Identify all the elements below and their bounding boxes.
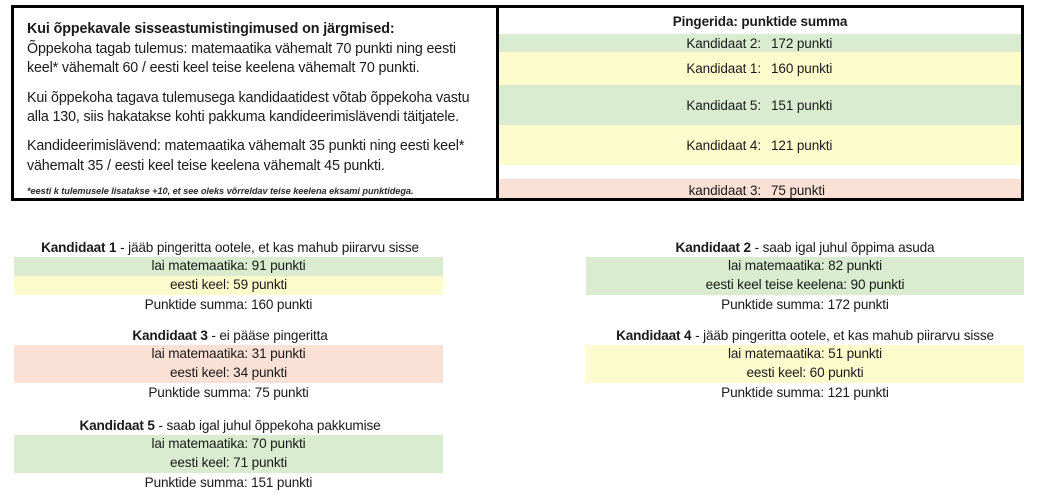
candidate-card-title xyxy=(0,240,460,257)
ranking-row xyxy=(499,165,1021,179)
ranking-row-points: 121 punkti xyxy=(771,137,833,153)
candidate-card-name: Kandidaat 5 xyxy=(79,418,155,433)
ranking-row xyxy=(499,179,1021,201)
candidate-cards-area xyxy=(0,232,1060,503)
ranking-row xyxy=(499,52,1021,85)
ranking-row-candidate: kandidaat 3: xyxy=(688,182,761,198)
candidate-card-kandidaat-4 xyxy=(586,328,1024,402)
ranking-row xyxy=(499,125,1021,165)
candidate-score-row: eesti keel: 60 punkti xyxy=(586,364,1024,383)
candidate-card-title xyxy=(586,240,1024,257)
candidate-score-row: eesti keel: 71 punkti xyxy=(14,454,443,473)
ranking-row-points: 75 punkti xyxy=(771,182,825,198)
candidate-total-row: Punktide summa: 160 punkti xyxy=(144,296,313,312)
admission-conditions-box xyxy=(11,5,499,201)
ranking-row xyxy=(499,85,1021,125)
conditions-paragraph-offer-rule: Kui õppekoha tagava tulemusega kandidaatidest võtab õppekoha vastu alla 130, siis hakatakse kohti pakkuma kandideerimislävendi täitjatele. xyxy=(27,90,470,126)
candidate-score-row: lai matemaatika: 91 punkti xyxy=(14,257,443,276)
candidate-card-title xyxy=(0,418,460,435)
candidate-score-row: lai matemaatika: 51 punkti xyxy=(586,345,1024,364)
candidate-card-kandidaat-5 xyxy=(0,418,460,492)
candidate-card-status: - saab igal juhul õppekoha pakkumise xyxy=(154,418,381,433)
ranking-row-candidate: Kandidaat 4: xyxy=(686,137,761,153)
ranking-table xyxy=(496,5,1024,201)
candidate-card-kandidaat-3 xyxy=(0,328,460,402)
candidate-total-row: Punktide summa: 172 punkti xyxy=(721,296,889,312)
candidate-card-name: Kandidaat 2 xyxy=(675,240,751,255)
ranking-row-points: 172 punkti xyxy=(771,35,833,51)
ranking-row-points: 151 punkti xyxy=(771,97,833,113)
ranking-row-candidate: Kandidaat 2: xyxy=(686,35,761,51)
ranking-table-body xyxy=(499,34,1021,201)
candidate-score-row: lai matemaatika: 31 punkti xyxy=(14,345,443,364)
ranking-row-points: 160 punkti xyxy=(771,61,833,76)
top-section xyxy=(11,5,1024,201)
candidate-score-row: lai matemaatika: 82 punkti xyxy=(586,257,1024,276)
candidate-score-row: eesti keel teise keelena: 90 punkti xyxy=(586,276,1024,295)
candidate-score-row: eesti keel: 59 punkti xyxy=(14,276,443,295)
ranking-row xyxy=(499,34,1021,52)
conditions-paragraph-threshold: Kandideerimislävend: matemaatika vähemalt 35 punkti ning eesti keel* vähemalt 35 / eesti keel teise keelena vähemalt 45 punkti. xyxy=(27,138,465,174)
candidate-score-row: lai matemaatika: 70 punkti xyxy=(14,435,443,454)
candidate-total-row: Punktide summa: 151 punkti xyxy=(144,474,313,490)
candidate-card-name: Kandidaat 1 xyxy=(41,240,117,255)
candidate-card-status: - ei pääse pingeritta xyxy=(207,328,328,343)
conditions-title: Kui õppekavale sisseastumistingimused on järgmised: xyxy=(27,21,395,37)
candidate-total-row: Punktide summa: 121 punkti xyxy=(721,384,889,400)
candidate-total-row: Punktide summa: 75 punkti xyxy=(148,384,309,400)
candidate-card-kandidaat-2 xyxy=(586,240,1024,314)
ranking-row-candidate: Kandidaat 1: xyxy=(686,61,761,76)
ranking-row-candidate: Kandidaat 5: xyxy=(686,97,761,113)
candidate-card-status: - jääb pingeritta ootele, et kas mahub piirarvu sisse xyxy=(691,328,994,343)
candidate-card-kandidaat-1 xyxy=(0,240,460,314)
candidate-card-name: Kandidaat 4 xyxy=(616,328,692,343)
candidate-card-status: - jääb pingeritta ootele, et kas mahub piirarvu sisse xyxy=(116,240,419,255)
conditions-paragraph-guaranteed-place: Õppekoha tagab tulemus: matemaatika vähemalt 70 punkti ning eesti keel* vähemalt 60 / eesti keel teise keelena vähemalt 70 punkti. xyxy=(27,40,456,77)
ranking-table-header: Pingerida: punktide summa xyxy=(499,8,1021,34)
candidate-card-name: Kandidaat 3 xyxy=(132,328,208,343)
candidate-card-title xyxy=(586,328,1024,345)
candidate-score-row: eesti keel: 34 punkti xyxy=(14,364,443,383)
candidate-card-title xyxy=(0,328,460,345)
candidate-card-status: - saab igal juhul õppima asuda xyxy=(750,240,935,255)
conditions-footnote: *eesti k tulemusele lisatakse +10, et see oleks võrreldav teise keelena eksami punktidega. xyxy=(27,185,414,196)
